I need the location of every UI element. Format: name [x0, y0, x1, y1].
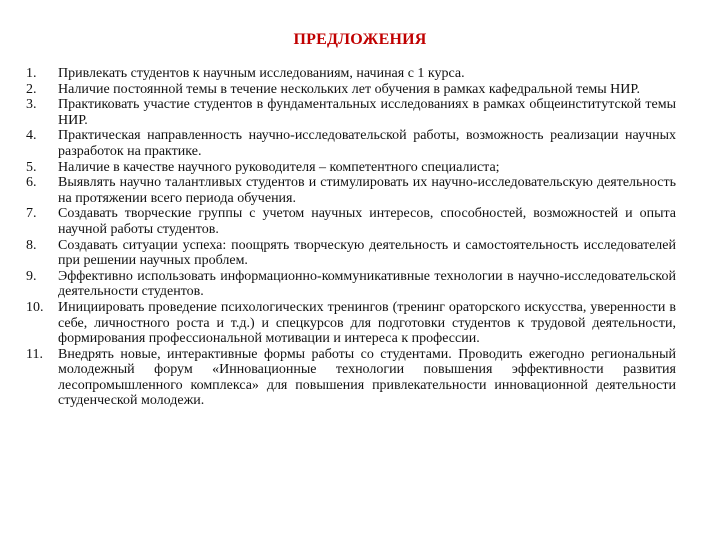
list-item	[26, 128, 676, 159]
item-text: Эффективно использовать информационно-коммуникативные технологии в научно-исследовательской деятельности студентов.	[58, 268, 676, 300]
item-number: 10.	[26, 299, 44, 315]
item-number: 7.	[26, 206, 37, 222]
item-text: Практическая направленность научно-исследовательской работы, возможность реализации научных разработок на практике.	[58, 128, 676, 159]
item-text: Практиковать участие студентов в фундаментальных исследованиях в рамках общеинститутской темы НИР.	[58, 97, 676, 128]
item-number: 1.	[26, 66, 37, 81]
item-text: Привлекать студентов к научным исследованиям, начиная с 1 курса.	[58, 66, 465, 81]
list-item	[26, 97, 676, 128]
item-text: Создавать ситуации успеха: поощрять творческую деятельность и самостоятельность исследователей при решении научных проблем.	[58, 237, 676, 269]
proposals-list	[26, 66, 676, 409]
list-item	[26, 300, 676, 347]
slide-title: ПРЕДЛОЖЕНИЯ	[293, 31, 427, 48]
item-number: 4.	[26, 128, 37, 144]
list-item	[26, 238, 676, 269]
list-item	[26, 206, 676, 237]
item-text: Инициировать проведение психологических тренингов (тренинг ораторского искусства, уверенности в себе, личностного роста и т.д.) и спецкурсов для подготовки студентов к трудовой деятельности, формирования профессиональной мотивации и интереса к профессии.	[58, 299, 676, 347]
list-item	[26, 160, 676, 176]
item-number: 11.	[26, 346, 43, 362]
item-number: 8.	[26, 237, 37, 253]
item-text: Внедрять новые, интерактивные формы работы со студентами. Проводить ежегодно региональный молодежный форум «Инновационные технологии повышения эффективности развития лесопромышленного комплекса» для повышения привлекательности инновационной деятельности студенческой молодежи.	[58, 346, 676, 409]
item-text: Выявлять научно талантливых студентов и стимулировать их научно-исследовательскую деятельность на протяжении всего периода обучения.	[58, 175, 676, 206]
item-number: 6.	[26, 175, 37, 191]
item-text: Наличие в качестве научного руководителя – компетентного специалиста;	[58, 159, 500, 175]
item-number: 9.	[26, 268, 37, 284]
item-text: Создавать творческие группы с учетом научных интересов, способностей, возможностей и опыта научной работы студентов.	[58, 206, 676, 237]
item-number: 2.	[26, 81, 37, 97]
list-item	[26, 269, 676, 300]
list-item	[26, 82, 676, 98]
list-item	[26, 66, 676, 82]
item-number: 5.	[26, 159, 37, 175]
item-number: 3.	[26, 97, 37, 113]
list-item	[26, 175, 676, 206]
item-text: Наличие постоянной темы в течение нескольких лет обучения в рамках кафедральной темы НИР.	[58, 81, 640, 97]
list-item	[26, 347, 676, 409]
